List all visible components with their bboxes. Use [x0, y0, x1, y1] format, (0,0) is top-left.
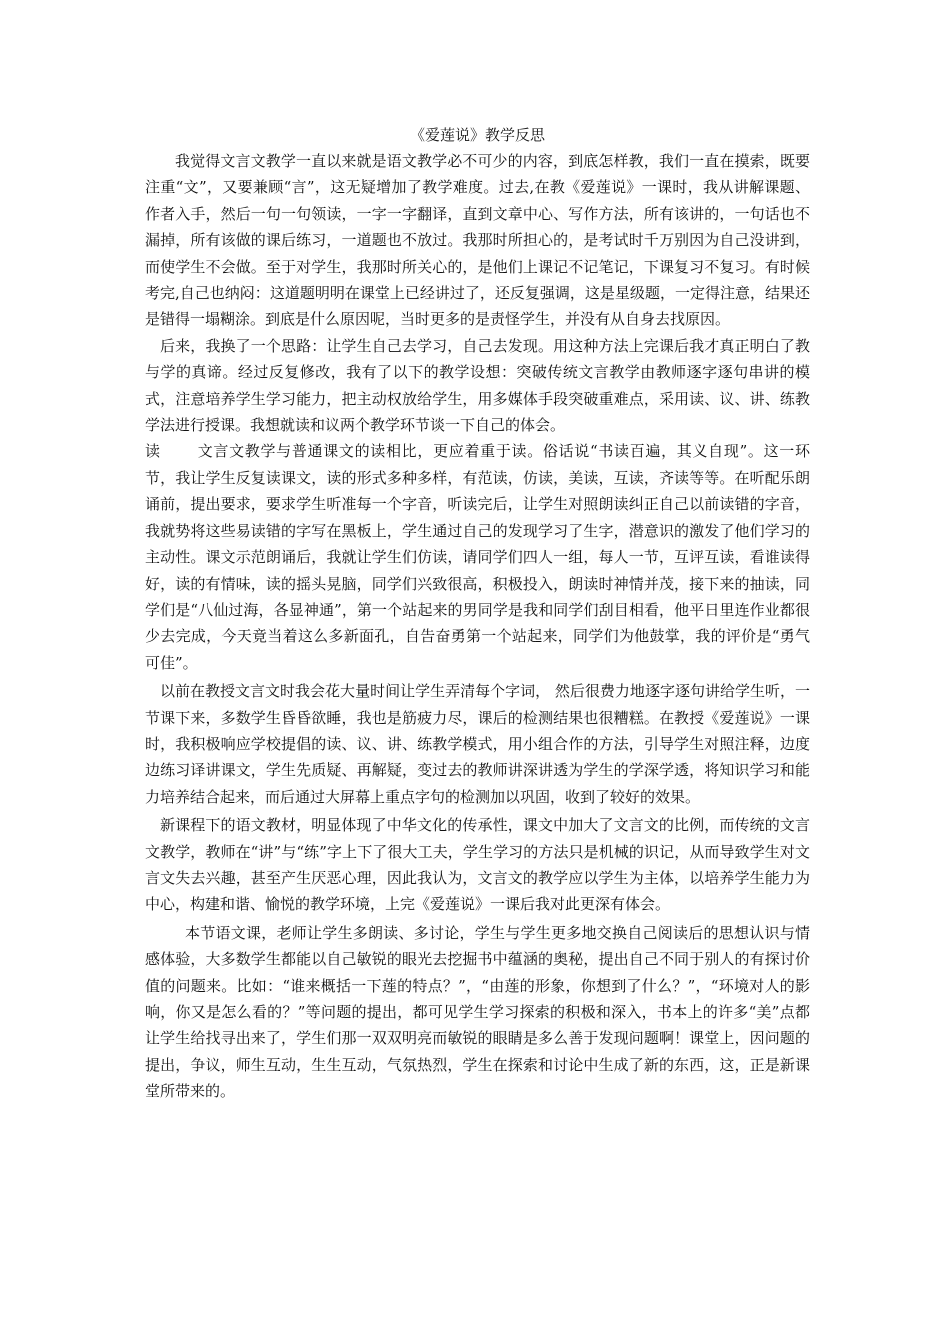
paragraph-new-approach: 后来，我换了一个思路：让学生自己去学习，自己去发现。用这种方法上完课后我才真正明白了教与学的真谛。经过反复修改，我有了以下的教学设想：突破传统文言教学由教师逐字逐句串讲的模式，注意培养学生学习能力，把主动权放给学生，用多媒体手段突破重难点，采用读、议、讲、练教学法进行授课。我想就读和议两个教学环节谈一下自己的体会。	[145, 336, 810, 435]
document-title: 《爱莲说》教学反思	[409, 126, 545, 144]
paragraph-this-lesson: 本节语文课，老师让学生多朗读、多讨论，学生与学生更多地交换自己阅读后的思想认识与情感体验，大多数学生都能以自己敏锐的眼光去挖掘书中蕴涵的奥秘，提出自己不同于别人的有探讨价值的问题来。比如：“谁来概括一下莲的特点？”，“由莲的形象，你想到了什么？”，“环境对人的影响，你又是怎么看的？”等问题的提出，都可见学生学习探索的积极和深入，书本上的许多“美”点都让学生给找寻出来了，学生们那一双双明亮而敏锐的眼睛是多么善于发现问题啊！课堂上，因问题的提出，争议，师生互动，生生互动，气氛热烈，学生在探索和讨论中生成了新的东西，这，正是新课堂所带来的。	[145, 923, 810, 1101]
section-label-read: 读	[145, 442, 161, 461]
reading-section-text: 文言文教学与普通课文的读相比，更应着重于读。俗话说“书读百遍，其义自现”。这一环节，我让学生反复读课文，读的形式多种多样，有范读，仿读，美读，互读，齐读等等。在听配乐朗诵前，提出要求，要求学生听准每一个字音，听读完后，让学生对照朗读纠正自己以前读错的字音，我就势将这些易读错的字写在黑板上，学生通过自己的发现学习了生字，潜意识的激发了他们学习的主动性。课文示范朗诵后，我就让学生们仿读，请同学们四人一组，每人一节，互评互读，看谁读得好，读的有情味，读的摇头晃脑，同学们兴致很高，积极投入，朗读时神情并茂，接下来的抽读，同学们是“八仙过海，各显神通”，第一个站起来的男同学是我和同学们刮目相看，他平日里连作业都很少去完成，今天竟当着这么多新面孔，自告奋勇第一个站起来，同学们为他鼓掌，我的评价是“勇气可佳”。	[145, 442, 810, 672]
paragraph-past-teaching: 以前在教授文言文时我会花大量时间让学生弄清每个字词， 然后很费力地逐字逐句讲给学生听，一节课下来，多数学生昏昏欲睡，我也是筋疲力尽，课后的检测结果也很糟糕。在教授《爱莲说》一课时，我积极响应学校提倡的读、议、讲、练教学模式，用小组合作的方法，引导学生对照注释，边度边练习译讲课文，学生先质疑、再解疑，变过去的教师讲深讲透为学生的学深学透，将知识学习和能力培养结合起来，而后通过大屏幕上重点字句的检测加以巩固，收到了较好的效果。	[145, 682, 810, 806]
paragraph-new-curriculum: 新课程下的语文教材，明显体现了中华文化的传承性，课文中加大了文言文的比例，而传统的文言文教学，教师在“讲”与“练”字上下了很大工夫，学生学习的方法只是机械的识记，从而导致学生对文言文失去兴趣，甚至产生厌恶心理，因此我认为，文言文的教学应以学生为主体，以培养学生能力为中心，构建和谐、愉悦的教学环境，上完《爱莲说》一课后我对此更深有体会。	[145, 816, 810, 914]
paragraph-reading-section	[145, 438, 810, 676]
document-page	[145, 122, 810, 1105]
paragraph-intro: 我觉得文言文教学一直以来就是语文教学必不可少的内容，到底怎样教，我们一直在摸索，既要注重“文”，又要兼顾“言”，这无疑增加了教学难度。过去,在教《爱莲说》一课时，我从讲解课题、作者入手，然后一句一句领读，一字一字翻译，直到文章中心、写作方法，所有该讲的，一句话也不漏掉，所有该做的课后练习，一道题也不放过。我那时所担心的，是考试时千万别因为自己没讲到，而使学生不会做。至于对学生，我那时所关心的，是他们上课记不记笔记，下课复习不复习。有时候考完,自己也纳闷：这道题明明在课堂上已经讲过了，还反复强调，这是星级题，一定得注意，结果还是错得一塌糊涂。到底是什么原因呢，当时更多的是责怪学生，并没有从自身去找原因。	[145, 152, 810, 329]
